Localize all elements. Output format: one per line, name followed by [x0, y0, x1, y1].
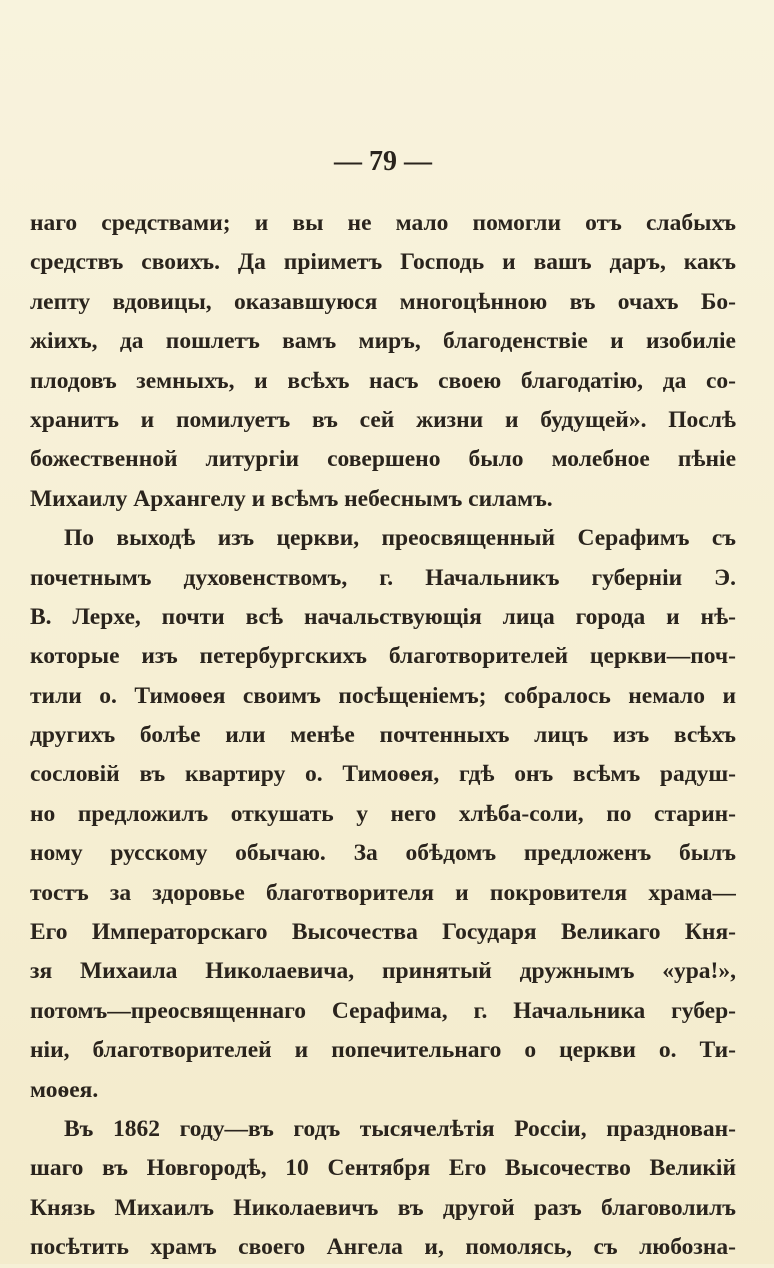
text-line: ному русскому обычаю. За обѣдомъ предложенъ былъ — [30, 840, 736, 867]
text-line: потомъ—преосвященнаго Серафима, г. Начальника губер- — [30, 997, 736, 1024]
text-line: почетнымъ духовенствомъ, г. Начальникъ губерніи Э. — [30, 564, 736, 591]
text-line: шаго въ Новгородѣ, 10 Сентября Его Высочество Великій — [30, 1155, 736, 1182]
text-line: зя Михаила Николаевича, принятый дружнымъ «ура!», — [30, 958, 736, 985]
text-line: Михаилу Архангелу и всѣмъ небеснымъ силамъ. — [30, 485, 553, 512]
text-line: которые изъ петербургскихъ благотворителей церкви—поч- — [30, 643, 736, 670]
text-line: сословій въ квартиру о. Тимоѳея, гдѣ онъ всѣмъ радуш- — [30, 761, 736, 788]
text-line: ніи, благотворителей и попечительнаго о церкви о. Ти- — [30, 1037, 736, 1064]
text-line: но предложилъ откушать у него хлѣба-соли, по старин- — [30, 800, 736, 827]
paragraph-first-line: По выходѣ изъ церкви, преосвященный Серафимъ съ — [64, 525, 736, 552]
text-line: В. Лерхе, почти всѣ начальствующія лица города и нѣ- — [30, 603, 736, 630]
text-line: тили о. Тимоѳея своимъ посѣщеніемъ; собралось немало и — [30, 682, 736, 709]
text-line: моѳея. — [30, 1076, 99, 1103]
text-line: жіихъ, да пошлетъ вамъ миръ, благоденствіе и изобиліе — [30, 328, 736, 355]
text-line: плодовъ земныхъ, и всѣхъ насъ своею благодатію, да со- — [30, 367, 736, 394]
text-line: тостъ за здоровье благотворителя и покровителя храма— — [30, 879, 736, 906]
page-number: — 79 — — [334, 146, 432, 177]
text-line: лепту вдовицы, оказавшуюся многоцѣнною въ очахъ Бо- — [30, 288, 736, 315]
text-line: хранитъ и помилуетъ въ сей жизни и будущей». Послѣ — [30, 406, 736, 433]
paragraph-first-line: Въ 1862 году—въ годъ тысячелѣтія Россіи, празднован- — [64, 1115, 736, 1142]
text-line: другихъ болѣе или менѣе почтенныхъ лицъ изъ всѣхъ — [30, 722, 736, 749]
text-line: Его Императорскаго Высочества Государя Великаго Кня- — [30, 919, 736, 946]
text-line: средствъ своихъ. Да пріиметъ Господь и вашъ даръ, какъ — [30, 249, 736, 276]
text-line: Князь Михаилъ Николаевичъ въ другой разъ благоволилъ — [30, 1194, 736, 1221]
text-line: посѣтить храмъ своего Ангела и, помолясь, съ любозна- — [30, 1234, 736, 1261]
page-text — [30, 148, 736, 1268]
text-line: божественной литургіи совершено было молебное пѣніе — [30, 446, 736, 473]
text-line: наго средствами; и вы не мало помогли отъ слабыхъ — [30, 210, 736, 236]
